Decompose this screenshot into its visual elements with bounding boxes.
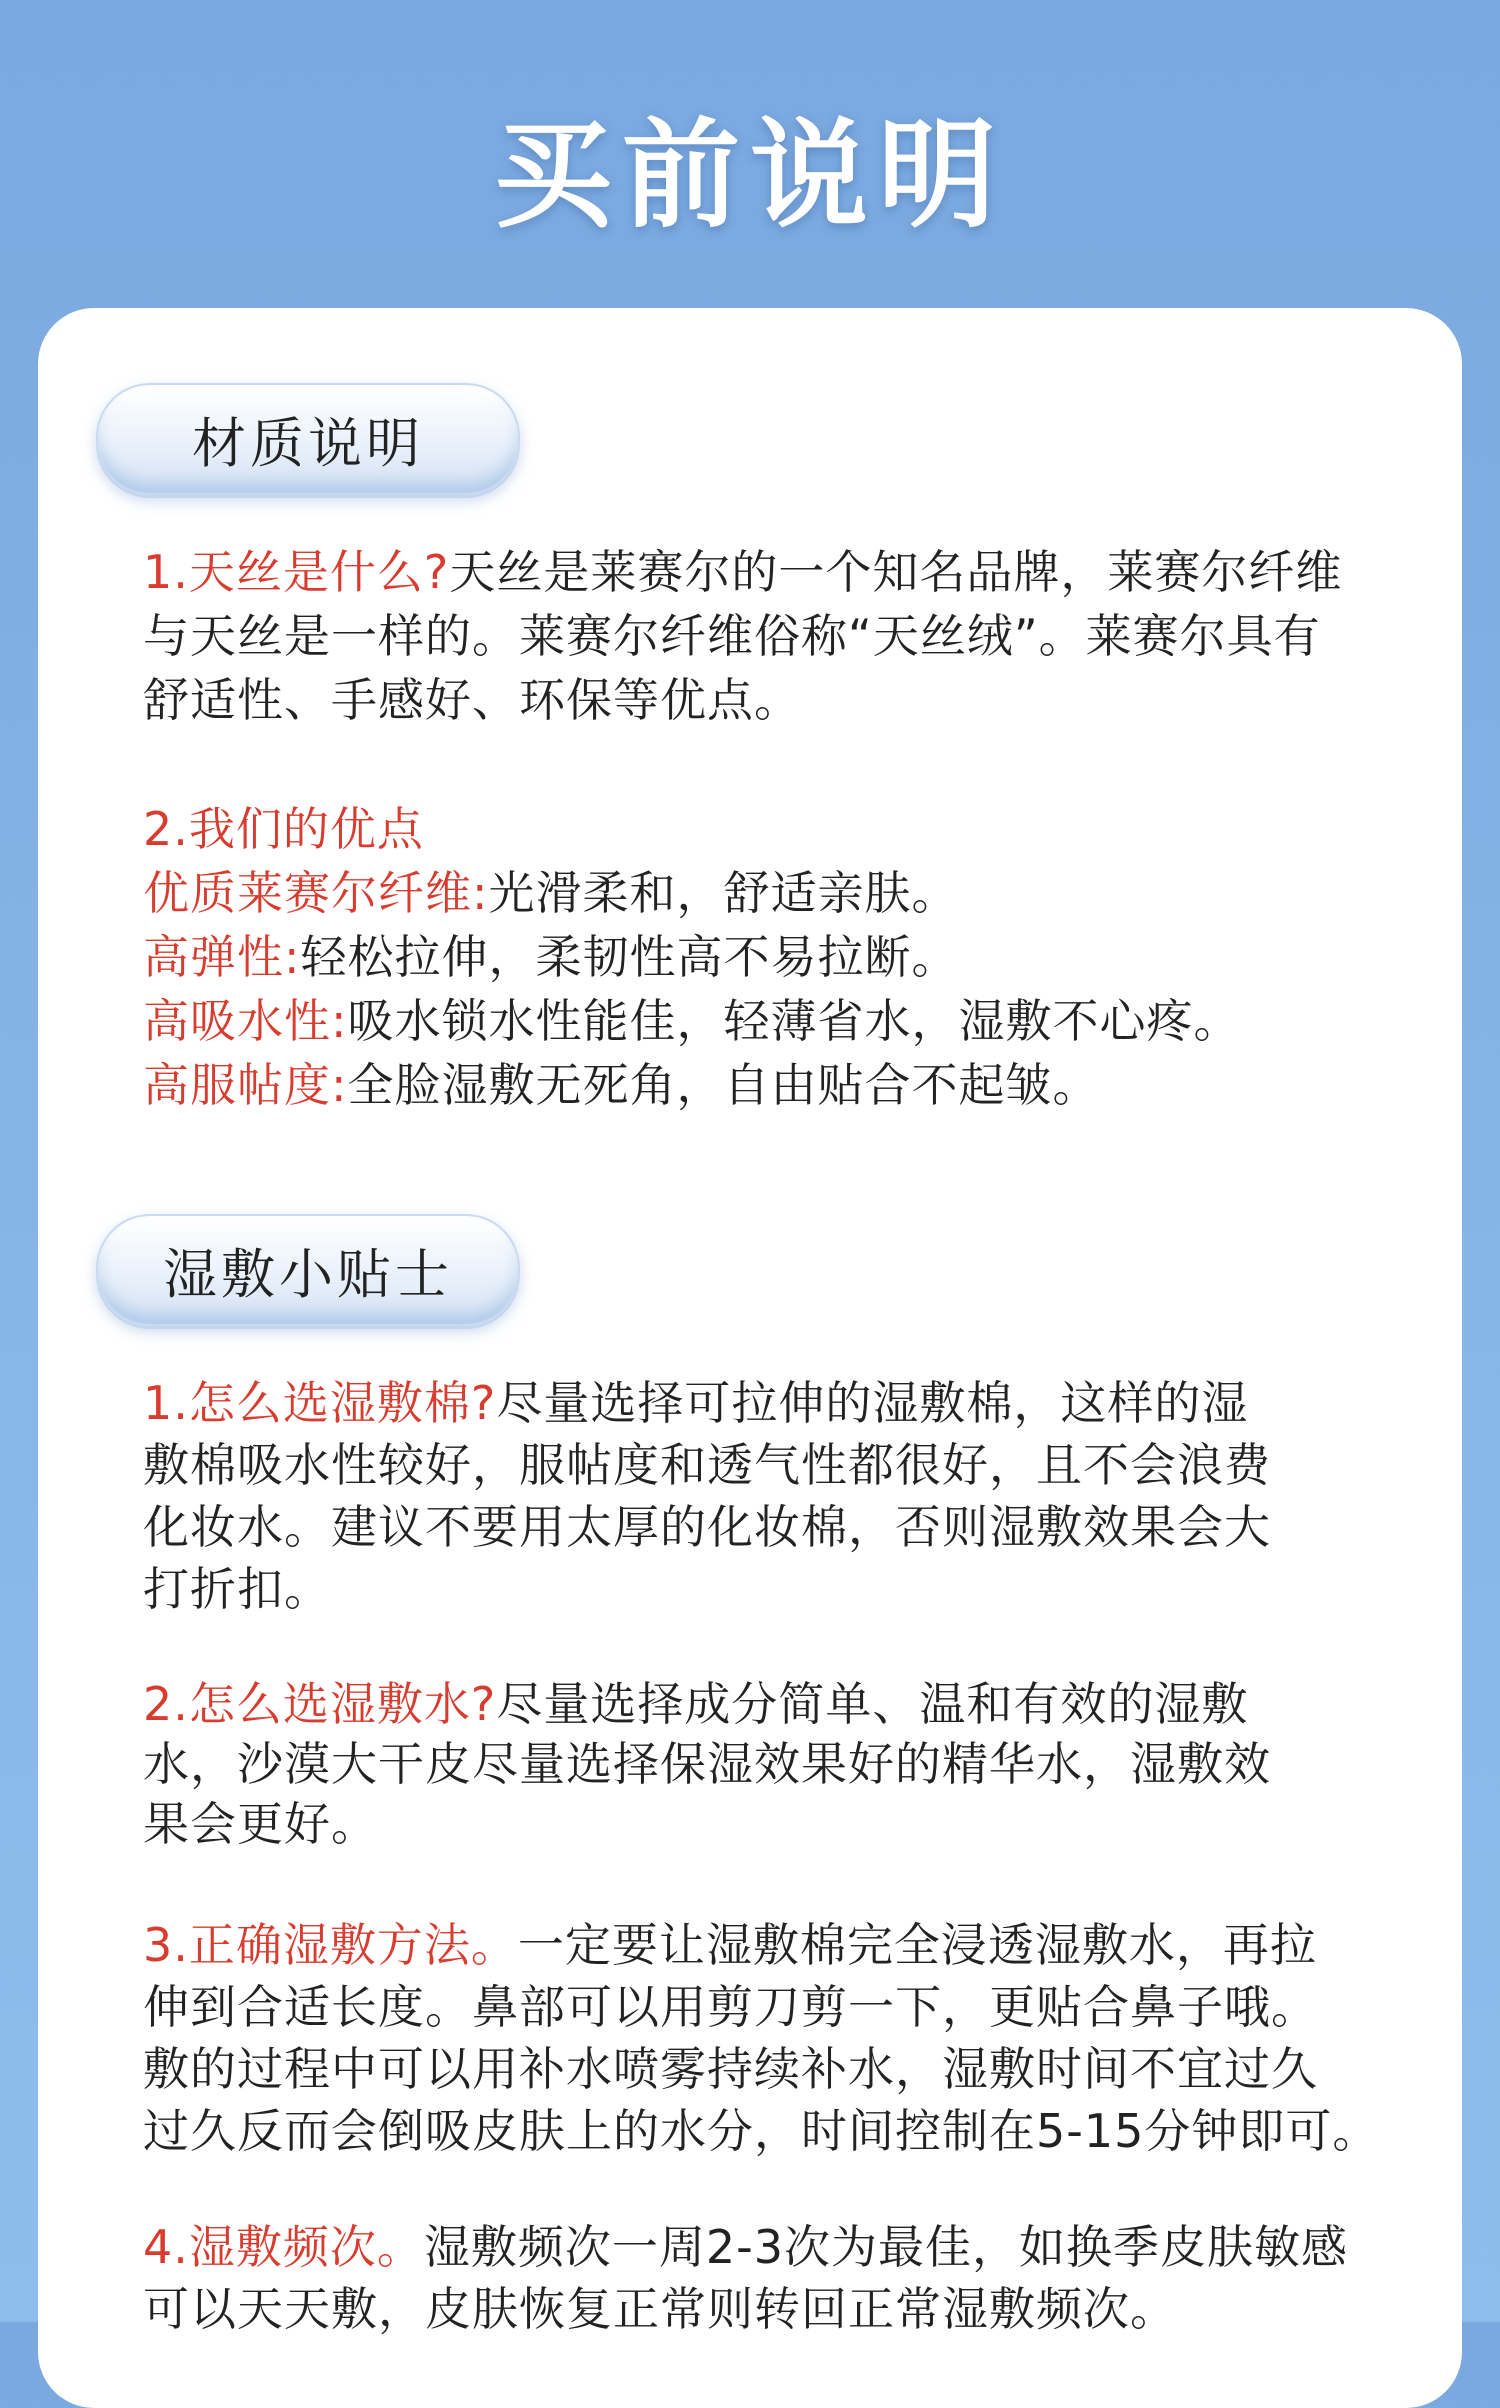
section-title-tips (96, 1214, 520, 1326)
tip-line: 可以天天敷，皮肤恢复正常则转回正常湿敷频次。 (143, 2282, 1177, 2336)
advantage-text: 吸水锁水性能佳，轻薄省水，湿敷不心疼。 (347, 994, 1241, 1048)
advantage-text: 全脸湿敷无死角，自由贴合不起皱。 (347, 1058, 1100, 1112)
section-title-material (96, 383, 520, 495)
advantage-item (143, 1053, 1443, 1117)
tip-line: 水，沙漠大干皮尽量选择保湿效果好的精华水，湿敷效 (143, 1737, 1271, 1791)
tip-line: 尽量选择可拉伸的湿敷棉，这样的湿 (496, 1376, 1249, 1430)
tip-label: 2.怎么选湿敷水? (143, 1677, 497, 1731)
advantage-text: 光滑柔和，舒适亲肤。 (488, 866, 959, 920)
tip-label: 1.怎么选湿敷棉? (143, 1376, 497, 1430)
tip-line: 尽量选择成分简单、温和有效的湿敷 (496, 1677, 1249, 1731)
tip-line: 打折扣。 (143, 1562, 331, 1616)
advantage-label: 高吸水性: (143, 994, 348, 1048)
tip-paragraph-2 (143, 1674, 1443, 1854)
tip-line: 敷棉吸水性较好，服帖度和透气性都很好，且不会浪费 (143, 1438, 1271, 1492)
advantages-heading: 2.我们的优点 (143, 802, 424, 856)
material-q1-line-2: 与天丝是一样的。莱赛尔纤维俗称“天丝绒”。莱赛尔具有 (143, 609, 1321, 663)
section-title-tips-label: 湿敷小贴士 (163, 1242, 453, 1306)
advantage-text: 轻松拉伸，柔韧性高不易拉断。 (300, 930, 959, 984)
tip-label: 3.正确湿敷方法。 (143, 1918, 518, 1972)
tip-line: 伸到合适长度。鼻部可以用剪刀剪一下，更贴合鼻子哦。 (143, 1980, 1318, 2034)
tip-label: 4.湿敷频次。 (143, 2220, 424, 2274)
tip-line: 湿敷频次一周2-3次为最佳，如换季皮肤敏感 (423, 2220, 1349, 2274)
tip-paragraph-3 (143, 1914, 1443, 2162)
material-q1-paragraph (143, 540, 1443, 732)
tip-line: 一定要让湿敷棉完全浸透湿敷水，再拉 (517, 1918, 1317, 1972)
advantage-label: 高服帖度: (143, 1058, 348, 1112)
advantage-label: 高弹性: (143, 930, 301, 984)
tip-paragraph-4 (143, 2216, 1443, 2340)
tip-line: 果会更好。 (143, 1797, 378, 1851)
advantages-list (143, 797, 1443, 1117)
tip-line: 化妆水。建议不要用太厚的化妆棉，否则湿敷效果会大 (143, 1500, 1271, 1554)
tip-line: 过久反而会倒吸皮肤上的水分，时间控制在5-15分钟即可。 (143, 2104, 1380, 2158)
tip-paragraph-1 (143, 1372, 1443, 1620)
material-q1-line-1: 天丝是莱赛尔的一个知名品牌，莱赛尔纤维 (449, 545, 1343, 599)
material-q1-label: 1.天丝是什么? (143, 545, 450, 599)
advantage-item (143, 925, 1443, 989)
advantage-item (143, 989, 1443, 1053)
tip-line: 敷的过程中可以用补水喷雾持续补水，湿敷时间不宜过久 (143, 2042, 1318, 2096)
page-title: 买前说明 (493, 106, 1006, 244)
material-q1-line-3: 舒适性、手感好、环保等优点。 (143, 673, 801, 727)
section-title-material-label: 材质说明 (192, 411, 424, 475)
advantage-label: 优质莱赛尔纤维: (143, 866, 489, 920)
advantage-item (143, 861, 1443, 925)
